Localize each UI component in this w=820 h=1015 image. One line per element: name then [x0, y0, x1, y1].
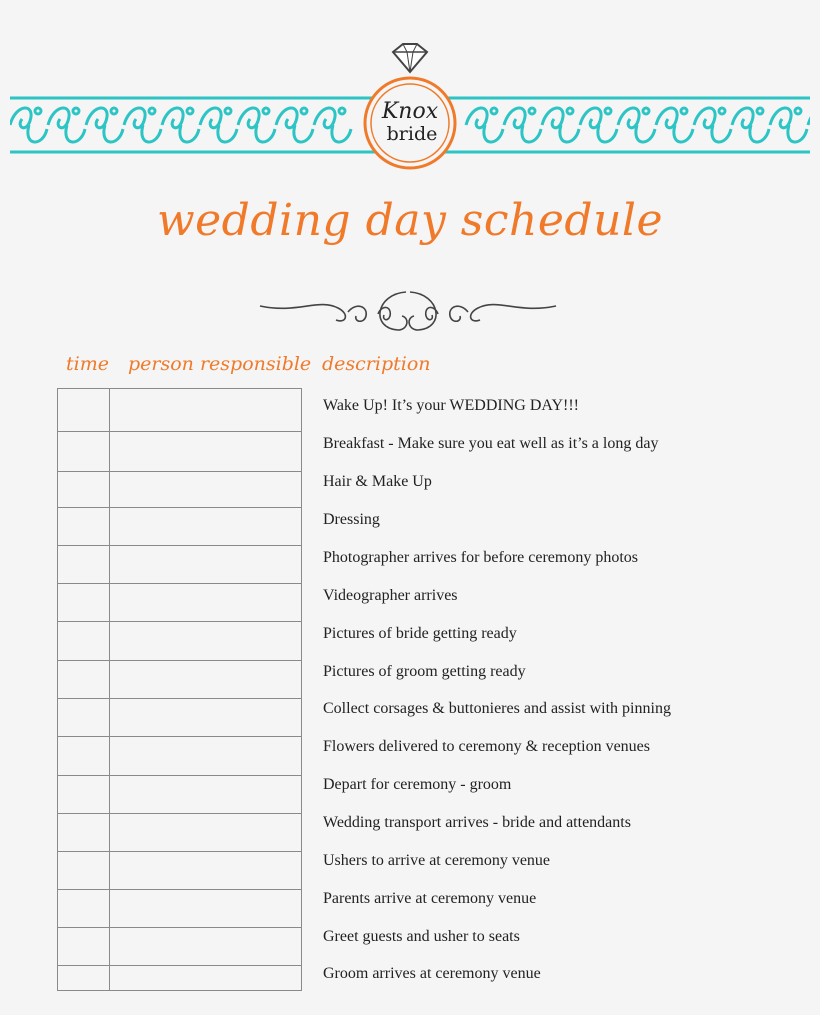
page-title: wedding day schedule	[156, 195, 664, 246]
grid-row-line	[58, 545, 301, 546]
schedule-item: Videographer arrives	[323, 587, 458, 604]
column-header-time: time	[66, 353, 109, 375]
grid-row-line	[58, 431, 301, 432]
schedule-item: Ushers to arrive at ceremony venue	[323, 852, 551, 869]
schedule-item: Photographer arrives for before ceremony photos	[323, 549, 638, 566]
schedule-item: Wedding transport arrives - bride and attendants	[323, 814, 631, 831]
schedule-item: Parents arrive at ceremony venue	[323, 890, 537, 907]
grid-row-line	[58, 775, 301, 776]
logo-line2: bride	[386, 123, 438, 145]
schedule-grid	[57, 388, 302, 991]
grid-row-line	[58, 965, 301, 966]
grid-row-line	[58, 507, 301, 508]
grid-row-line	[58, 736, 301, 737]
grid-column-divider	[109, 389, 110, 990]
grid-row-line	[58, 621, 301, 622]
knox-bride-logo	[355, 40, 465, 170]
grid-row-line	[58, 851, 301, 852]
schedule-item: Flowers delivered to ceremony & reception venues	[323, 738, 650, 755]
grid-row-line	[58, 471, 301, 472]
column-header-description: description	[322, 353, 431, 375]
schedule-item: Hair & Make Up	[323, 473, 432, 490]
diamond-icon	[393, 44, 427, 72]
grid-row-line	[58, 583, 301, 584]
logo-line1: Knox	[381, 99, 439, 124]
grid-row-line	[58, 660, 301, 661]
schedule-item: Collect corsages & buttonieres and assist with pinning	[323, 700, 671, 717]
schedule-item: Dressing	[323, 511, 380, 528]
schedule-item: Breakfast - Make sure you eat well as it’s a long day	[323, 435, 659, 452]
grid-row-line	[58, 698, 301, 699]
schedule-item: Pictures of groom getting ready	[323, 663, 526, 680]
schedule-item: Pictures of bride getting ready	[323, 625, 517, 642]
grid-row-line	[58, 927, 301, 928]
schedule-item: Wake Up! It’s your WEDDING DAY!!!	[323, 397, 579, 414]
grid-row-line	[58, 813, 301, 814]
column-header-person: person responsible	[128, 353, 312, 375]
schedule-item: Groom arrives at ceremony venue	[323, 965, 541, 982]
schedule-item: Depart for ceremony - groom	[323, 776, 512, 793]
flourish-divider	[258, 288, 558, 334]
grid-row-line	[58, 889, 301, 890]
schedule-item: Greet guests and usher to seats	[323, 928, 520, 945]
